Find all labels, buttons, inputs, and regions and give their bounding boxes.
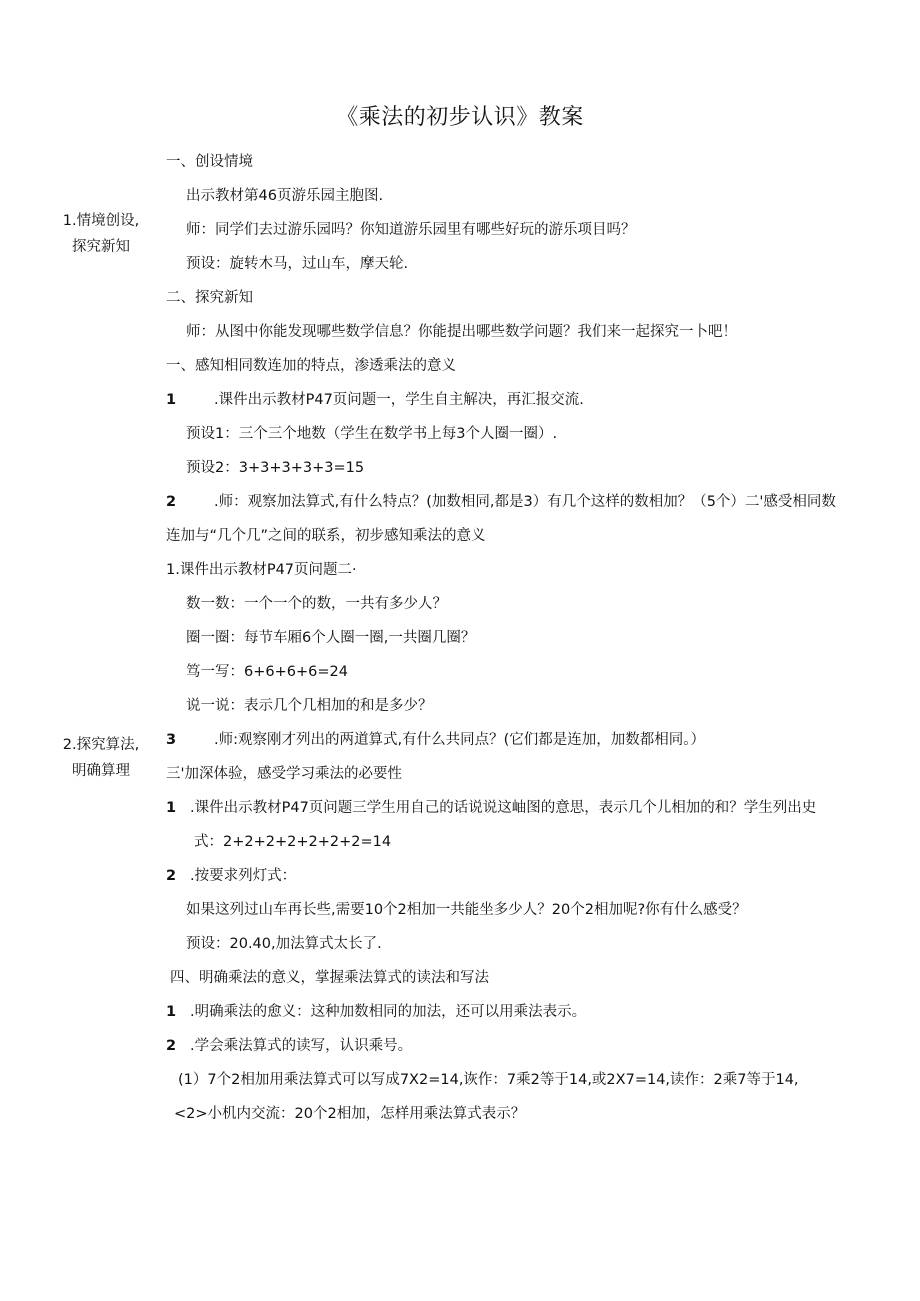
text-line: 1.课件出示教材P47页问题二· [166,562,357,578]
heading-clarify: 四、明确乘法的意义，掌握乘法算式的读法和写法 [170,970,489,986]
numbered-line [166,864,296,885]
text-line: 出示教材第46页游乐园主胞图. [186,188,384,204]
item-number: 1 [166,800,177,816]
text-line: (1）7个2相加用乘法算式可以写成7X2=14,诙作：7乘2等于14,或2X7=14,读作：2乘7等于14, [178,1072,799,1088]
item-number: 2 [166,1038,177,1054]
numbered-line [166,796,816,817]
item-number: 1 [166,1004,177,1020]
numbered-line [166,728,705,749]
heading-explore: 二、探究新知 [166,290,253,306]
text-line: 预设：旋转木马，过山车，摩天轮. [186,256,409,272]
text-line: 数一数：一个一个的数，一共有多少人？ [186,596,447,612]
item-text: .按要求列灯式： [190,868,297,884]
item-number: 2 [166,494,177,510]
item-text: .师:观察刚才列出的两道算式,有什么共同点？(它们都是连加，加数都相同。） [214,732,706,748]
text-line: <2>小机内交流：20个2相加，怎样用乘法算式表示？ [174,1106,526,1122]
item-text: .师：观察加法算式,有什么特点？(加数相同,都是3）有几个这样的数相加？（5个）二'感受相同数 [214,494,836,510]
text-line: 说一说：表示几个几相加的和是多少？ [186,698,433,714]
text-line: 师：同学们去过游乐园吗？你知道游乐园里有哪些好玩的游乐项目吗？ [186,222,636,238]
item-number: 1 [166,392,177,408]
text-line: 连加与“几个几”之间的联系，初步感知乘法的意义 [166,528,486,544]
heading-sub: 三'加深体验，感受学习乘法的必要性 [166,766,402,782]
section-label-2-line1: 2.探究算法, [62,737,140,753]
text-line: 预设：20.40,加法算式太长了. [186,936,382,952]
text-line: 圈一圈：每节车厢6个人圈一圈,一共圈几圈？ [186,630,476,646]
text-line: 如果这列过山车再长些,需要10个2相加一共能坐多少人？20个2相加呢?你有什么感受？ [186,902,747,918]
numbered-line [166,388,584,409]
text-line: 预设1：三个三个地数（学生在数学书上每3个人圈一圈）. [186,426,558,442]
text-line: 式：2+2+2+2+2+2+2=14 [194,834,392,850]
item-text: .课件出示教材P47页问题三学生用自己的话说说这岫图的意思，表示几个儿相加的和？学生列出史 [190,800,817,816]
item-text: .学会乘法算式的读写，认识乘号。 [190,1038,413,1054]
section-label-2-line2: 明确算理 [72,763,130,779]
text-line: 师：从图中你能发现哪些数学信息？你能提出哪些数学问题？我们来一起探究一卜吧！ [186,324,737,340]
document-title: 《乘法的初步认识》教案 [336,105,584,130]
heading-create-situation: 一、创设情境 [166,154,253,170]
section-label-2 [56,732,146,784]
item-text: .明确乘法的愈义：这种加数相同的加法，还可以用乘法表示。 [190,1004,587,1020]
text-line: 笃一写：6+6+6+6=24 [186,664,348,680]
numbered-line [166,490,836,511]
section-label-1 [56,208,146,260]
text-line: 预设2：3+3+3+3+3=15 [186,460,365,476]
item-number: 2 [166,868,177,884]
section-label-1-line1: 1.情境创设, [62,213,140,229]
numbered-line [166,1000,586,1021]
item-text: .课件出示教材P47页问题一，学生自主解决，再汇报交流. [214,392,584,408]
item-number: 3 [166,732,177,748]
numbered-line [166,1034,412,1055]
heading-sub: 一、感知相同数连加的特点，渗透乘法的意义 [166,358,456,374]
section-label-1-line2: 探究新知 [72,239,130,255]
